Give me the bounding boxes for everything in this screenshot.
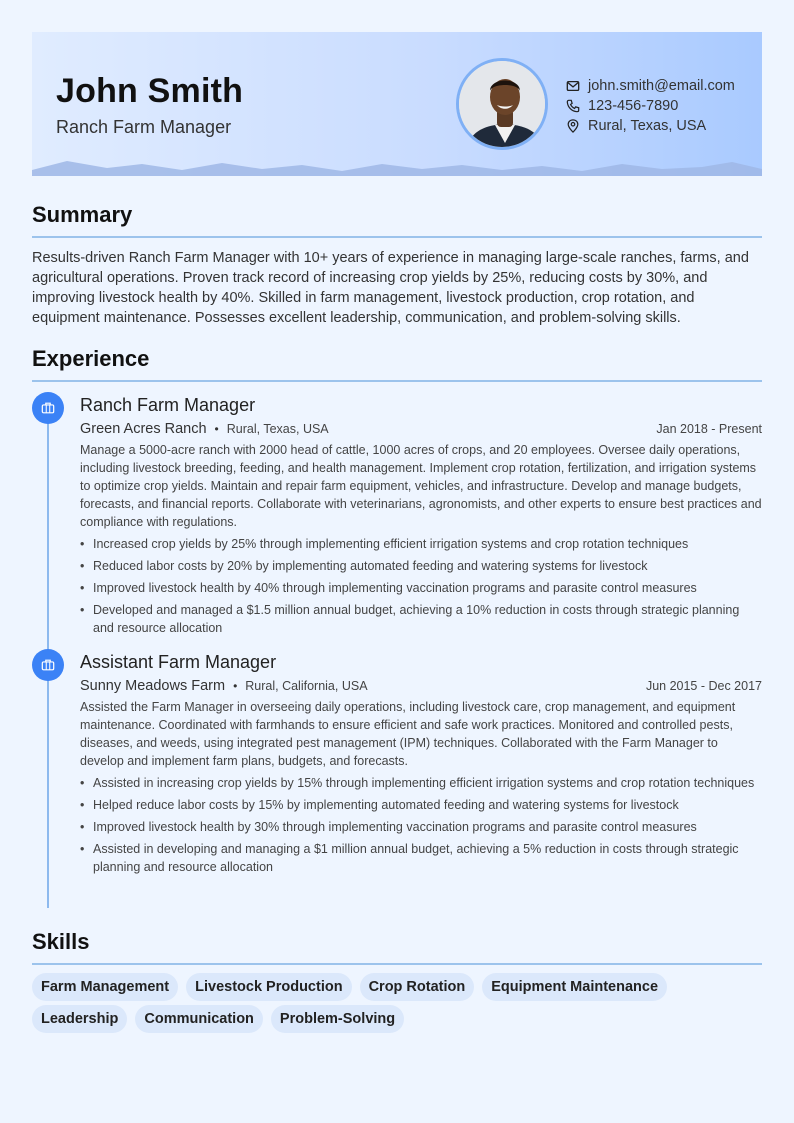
achievement-item: • Helped reduce labor costs by 15% by implementing automated feeding and watering systems for livestock (80, 796, 762, 814)
skill-chip: Crop Rotation (360, 973, 475, 1001)
contact-email[interactable] (566, 76, 735, 96)
location-pin-icon (566, 119, 580, 133)
job-achievements (80, 535, 762, 637)
location-text: Rural, Texas, USA (588, 118, 707, 134)
job-company: Sunny Meadows Farm (80, 678, 226, 694)
candidate-name: John Smith (56, 72, 244, 110)
contact-location (566, 116, 735, 136)
skill-chip: Equipment Maintenance (482, 973, 667, 1001)
skills-section (32, 929, 762, 1037)
job-entry (32, 392, 762, 637)
job-location: Rural, Texas, USA (226, 422, 329, 436)
achievement-item: • Improved livestock health by 40% through implementing vaccination programs and parasite control measures (80, 579, 762, 597)
achievement-item: • Assisted in developing and managing a $1 million annual budget, achieving a 5% reduction in costs through strategic planning and resource allocation (80, 840, 762, 876)
job-company: Green Acres Ranch (80, 421, 207, 437)
skill-chip: Farm Management (32, 973, 178, 1001)
job-dates: Jun 2015 - Dec 2017 (645, 679, 762, 693)
job-achievements (80, 774, 762, 876)
job-description: Manage a 5000-acre ranch with 2000 head of cattle, 1000 acres of crops, and 20 employees. Oversee daily operations, including livestock breeding, feeding, and health management. Implement crop rotation, fertilization, and irrigation systems to optimize crop yields. Maintain and repair farm equipment, vehicles, and infrastructure. Develop and manage budgets, forecasts, and financial reports. Collaborate with veterinarians, agronomists, and other experts to ensure best practices and compliance with regulations. (80, 443, 762, 529)
resume-header (32, 32, 762, 176)
briefcase-icon (32, 649, 64, 681)
skill-chip: Problem-Solving (271, 1005, 404, 1033)
experience-timeline (32, 392, 762, 876)
skill-chip: Leadership (32, 1005, 127, 1033)
job-meta: Sunny Meadows Farm • Rural, California, USA Jun 2015 - Dec 2017 (80, 678, 762, 694)
job-entry (32, 649, 762, 876)
achievement-item: • Developed and managed a $1.5 million annual budget, achieving a 10% reduction in costs through strategic planning and resource allocation (80, 601, 762, 637)
skill-chip: Livestock Production (186, 973, 351, 1001)
achievement-item: • Improved livestock health by 30% through implementing vaccination programs and parasite control measures (80, 818, 762, 836)
job-role: Assistant Farm Manager (80, 652, 277, 672)
job-dates: Jan 2018 - Present (656, 422, 762, 436)
achievement-item: • Increased crop yields by 25% through implementing efficient irrigation systems and crop rotation techniques (80, 535, 762, 553)
experience-section (32, 346, 762, 880)
contact-info (566, 76, 735, 136)
resume-page (32, 32, 762, 1027)
summary-heading: Summary (32, 202, 762, 238)
achievement-item: • Reduced labor costs by 20% by implementing automated feeding and watering systems for livestock (80, 557, 762, 575)
experience-heading: Experience (32, 346, 762, 382)
skills-list (32, 973, 762, 1037)
summary-text: Results-driven Ranch Farm Manager with 10+ years of experience in managing large-scale ranches, farms, and agricultural operations. Proven track record of increasing crop yields by 25%, reducing costs by 30%, and improving livestock health by 40%. Skilled in farm management, livestock production, crop rotation, and equipment maintenance. Possesses excellent leadership, communication, and problem-solving skills. (32, 250, 749, 326)
skills-heading: Skills (32, 929, 762, 965)
briefcase-icon (32, 392, 64, 424)
mail-icon (566, 79, 580, 93)
skill-chip: Communication (135, 1005, 263, 1033)
email-text: john.smith@email.com (588, 78, 735, 94)
achievement-item: • Assisted in increasing crop yields by 15% through implementing efficient irrigation systems and crop rotation techniques (80, 774, 762, 792)
contact-phone[interactable] (566, 96, 735, 116)
job-description: Assisted the Farm Manager in overseeing daily operations, including livestock care, crop management, and equipment maintenance. Coordinated with farmhands to ensure efficient and safe work practices. Monitored and controlled pests, diseases, and weeds, using integrated pest management (IPM) techniques. Collaborated with the Farm Manager to develop and implement farm plans, budgets, and forecasts. (80, 700, 736, 768)
job-meta: Green Acres Ranch • Rural, Texas, USA Jan 2018 - Present (80, 421, 762, 437)
phone-icon (566, 99, 580, 113)
job-location: Rural, California, USA (245, 679, 368, 693)
phone-text: 123-456-7890 (588, 98, 679, 114)
summary-section (32, 202, 762, 328)
candidate-title: Ranch Farm Manager (56, 117, 232, 137)
header-wave-decoration (32, 160, 762, 176)
job-role: Ranch Farm Manager (80, 395, 256, 415)
profile-photo (456, 58, 548, 150)
